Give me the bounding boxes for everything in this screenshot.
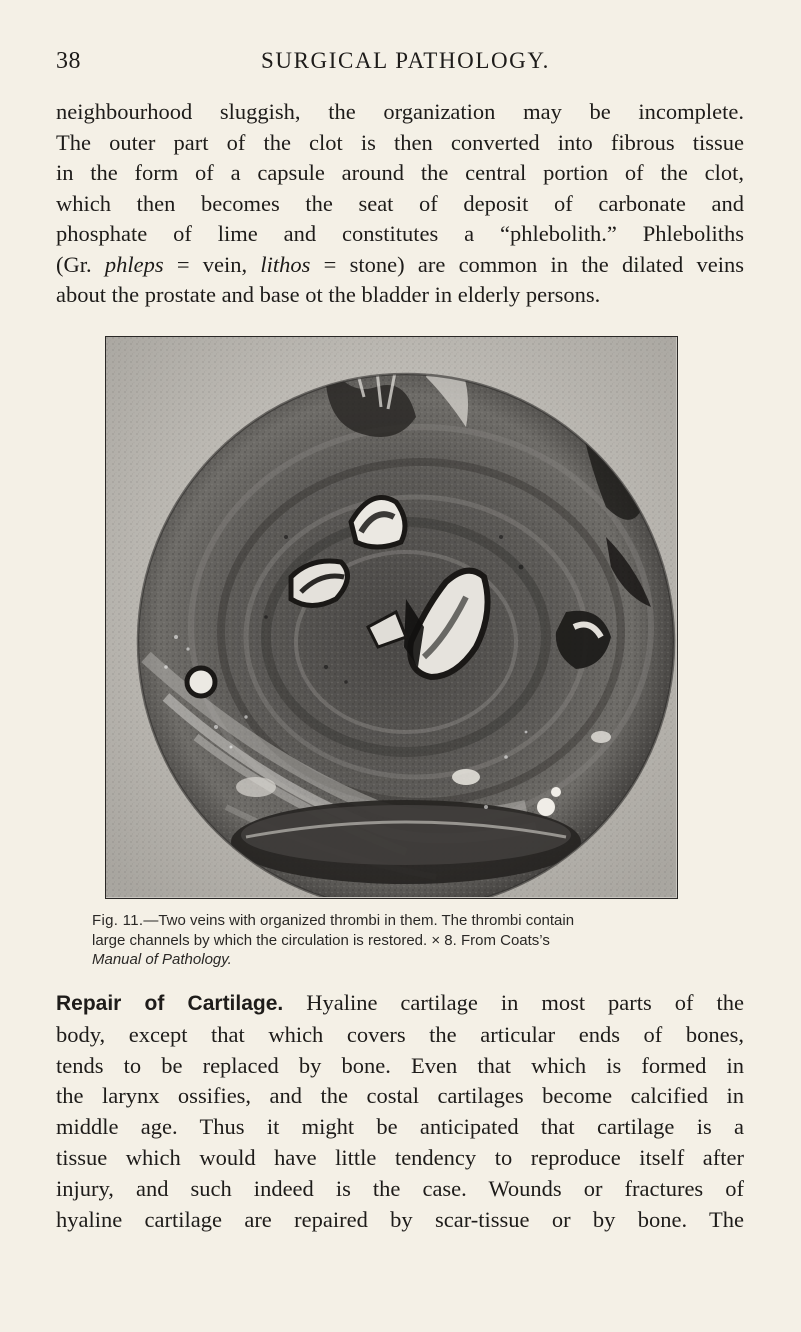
text-line: the larynx ossifies, and the costal cartilages become calcified in <box>56 1083 744 1109</box>
text-line: The outer part of the clot is then converted into fibrous tissue <box>56 129 744 155</box>
text-fragment: = stone) are common in the dilated veins <box>310 251 744 277</box>
text-line: which then becomes the seat of deposit of carbonate and <box>56 190 744 216</box>
running-title: SURGICAL PATHOLOGY. <box>261 48 550 73</box>
caption-line <box>92 911 782 931</box>
greek-term: lithos <box>260 251 311 277</box>
page-number: 38 <box>56 48 81 74</box>
running-head <box>56 48 746 82</box>
text-line-with-heading <box>56 988 744 1020</box>
text-line: phosphate of lime and constitutes a “phlebolith.” Phleboliths <box>56 221 744 246</box>
text-fragment: (Gr. <box>56 251 105 277</box>
caption-source-title: Manual of Pathology. <box>92 951 232 968</box>
text-line: in the form of a capsule around the central portion of the clot, <box>56 160 744 185</box>
micrograph-illustration <box>106 337 676 897</box>
text-line-etymology <box>56 250 744 281</box>
paragraph-repair-of-cartilage <box>56 988 744 1235</box>
text-fragment: = vein, <box>163 251 261 277</box>
text-line: middle age. Thus it might be anticipated that cartilage is a <box>56 1114 744 1140</box>
text-fragment: Hyaline cartilage in most parts of the <box>283 990 744 1015</box>
greek-term: phleps <box>104 251 164 277</box>
section-heading: Repair of Cartilage. <box>56 992 284 1015</box>
text-line: body, except that which covers the articular ends of bones, <box>56 1021 744 1047</box>
text-line: tissue which would have little tendency to reproduce itself after <box>56 1144 744 1170</box>
figure-caption <box>92 911 782 970</box>
text-line: about the prostate and base ot the bladder in elderly persons. <box>56 282 601 307</box>
caption-text: —Two veins with organized thrombi in them. The thrombi contain <box>143 912 575 929</box>
text-line: tends to be replaced by bone. Even that which is formed in <box>56 1052 744 1078</box>
text-line: hyaline cartilage are repaired by scar-tissue or by bone. The <box>56 1206 744 1232</box>
figure-label: Fig. 11. <box>92 912 144 929</box>
paragraph-phleboliths <box>56 97 744 311</box>
text-line: injury, and such indeed is the case. Wounds or fractures of <box>56 1175 744 1201</box>
text-line: neighbourhood sluggish, the organization may be incomplete. <box>56 99 744 124</box>
caption-line: large channels by which the circulation is restored. × 8. From Coats’s <box>92 931 550 949</box>
figure-micrograph <box>105 336 678 899</box>
